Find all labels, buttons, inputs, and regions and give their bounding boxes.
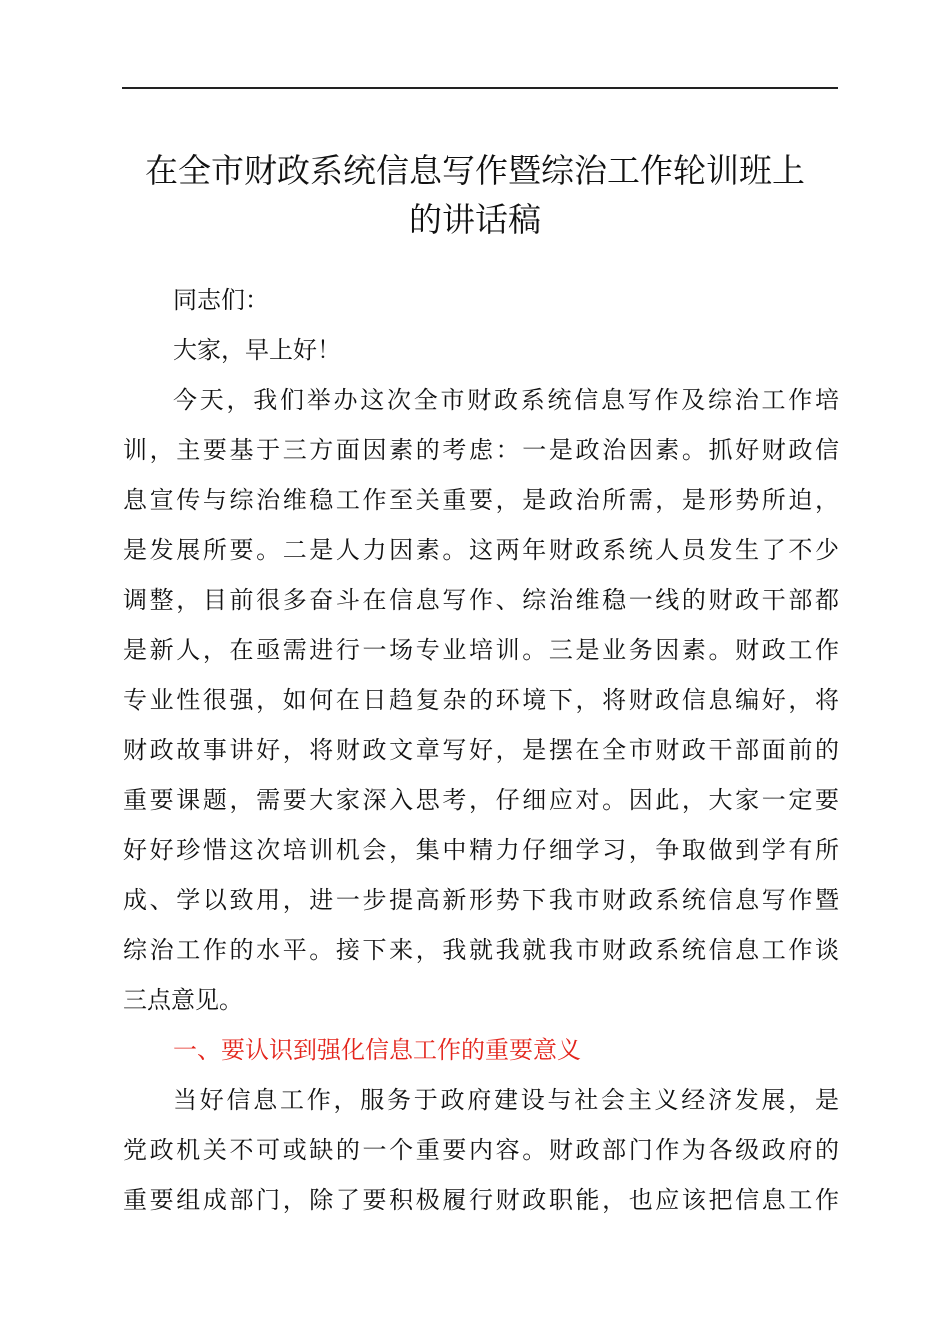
- paragraph-line: 当好信息工作，服务于政府建设与社会主义经济发展，是: [173, 1086, 839, 1114]
- paragraph-line: 财政故事讲好，将财政文章写好，是摆在全市财政干部面前的: [123, 736, 839, 764]
- paragraph-line: 党政机关不可或缺的一个重要内容。财政部门作为各级政府的: [123, 1136, 839, 1164]
- paragraph-line: 重要课题，需要大家深入思考，仔细应对。因此，大家一定要: [123, 786, 839, 814]
- paragraph-line: 好好珍惜这次培训机会，集中精力仔细学习，争取做到学有所: [123, 836, 839, 864]
- paragraph-2: [123, 1075, 839, 1225]
- paragraph-line: 重要组成部门，除了要积极履行财政职能，也应该把信息工作: [123, 1186, 839, 1214]
- title-line-1: 在全市财政系统信息写作暨综治工作轮训班上: [145, 151, 805, 190]
- paragraph-line: 调整，目前很多奋斗在信息写作、综治维稳一线的财政干部都: [123, 586, 839, 614]
- salutation: 同志们：: [173, 286, 269, 314]
- paragraph-line: 今天，我们举办这次全市财政系统信息写作及综治工作培: [173, 386, 839, 414]
- paragraph-line: 息宣传与综治维稳工作至关重要，是政治所需，是形势所迫，: [123, 486, 839, 514]
- document-body: [123, 275, 839, 1225]
- paragraph-line: 综治工作的水平。接下来，我就我就我市财政系统信息工作谈: [123, 936, 839, 964]
- paragraph-line: 是新人，在亟需进行一场专业培训。三是业务因素。财政工作: [123, 636, 839, 664]
- paragraph-line: 是发展所要。二是人力因素。这两年财政系统人员发生了不少: [123, 536, 839, 564]
- paragraph-line: 成、学以致用，进一步提高新形势下我市财政系统信息写作暨: [123, 886, 839, 914]
- paragraph-line: 三点意见。: [123, 986, 243, 1014]
- greeting: 大家，早上好！: [173, 336, 341, 364]
- header-rule: [122, 87, 838, 89]
- paragraph-line: 专业性很强，如何在日趋复杂的环境下，将财政信息编好，将: [123, 686, 839, 714]
- section-1-heading: 一、要认识到强化信息工作的重要意义: [173, 1036, 581, 1064]
- paragraph-1: [123, 375, 839, 1025]
- paragraph-line: 训，主要基于三方面因素的考虑：一是政治因素。抓好财政信: [123, 436, 839, 464]
- document-title: [100, 146, 850, 244]
- title-line-2: 的讲话稿: [409, 200, 541, 239]
